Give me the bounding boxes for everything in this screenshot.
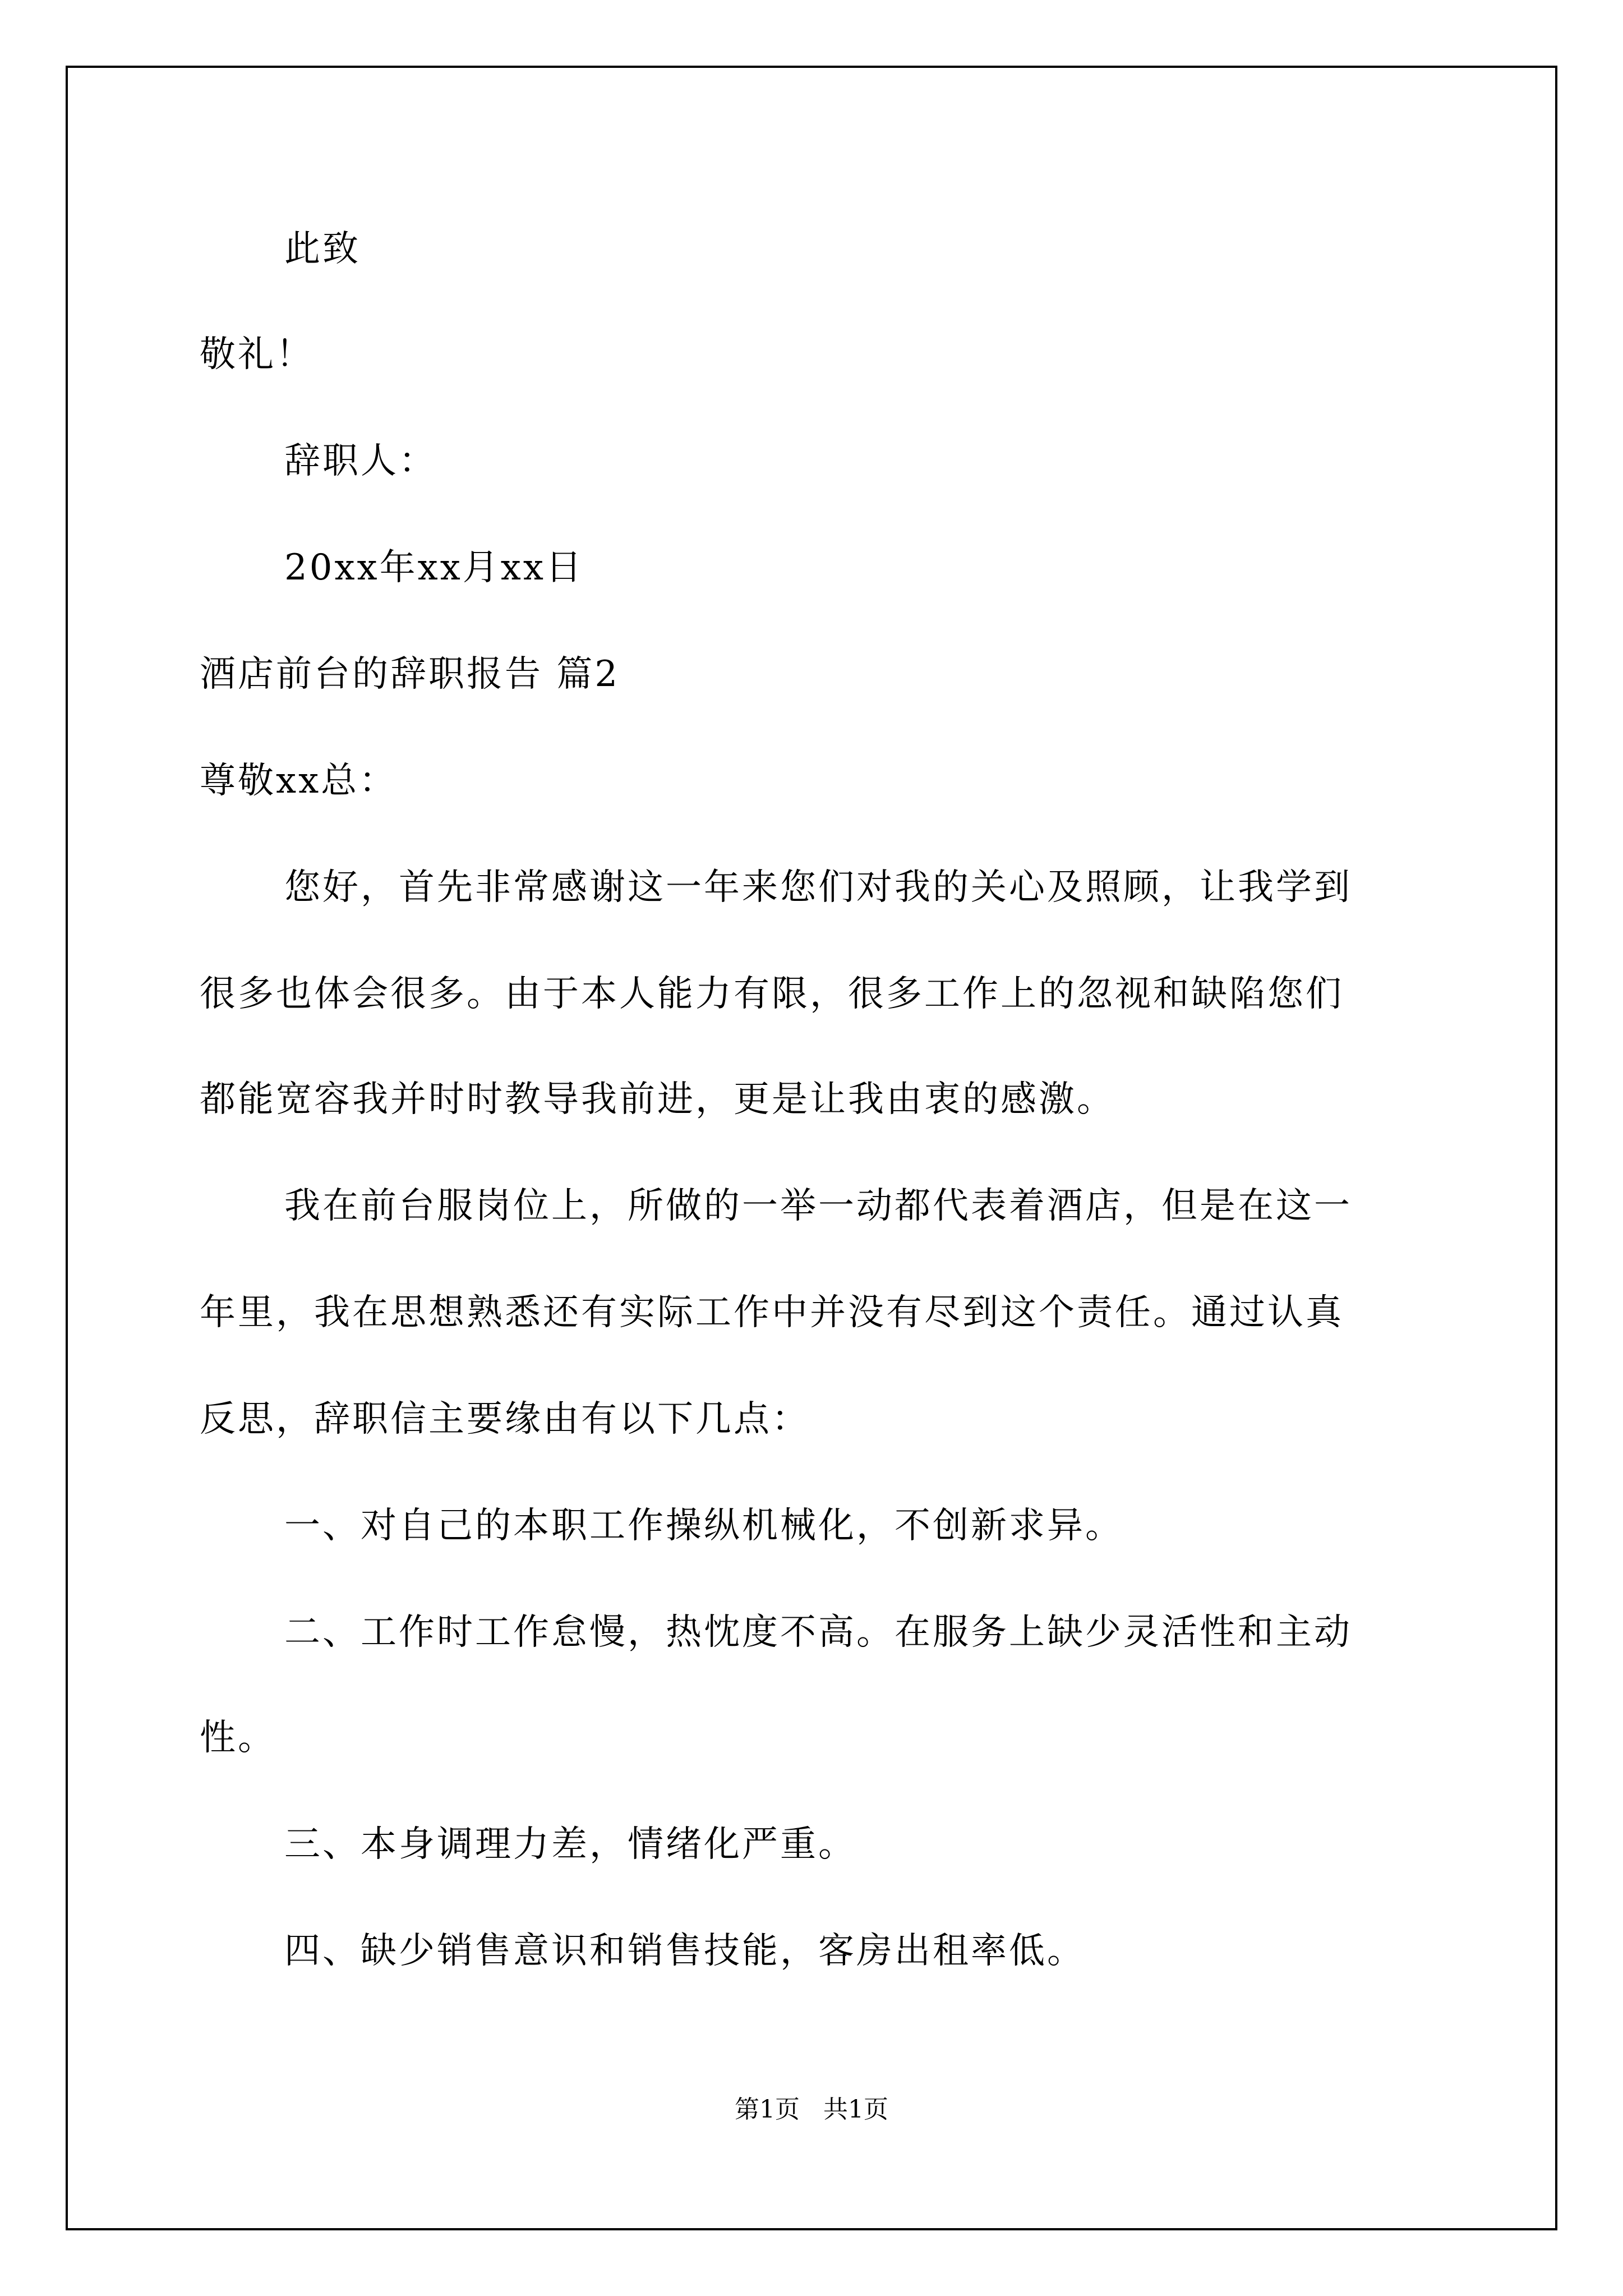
greeting: 尊敬xx总： bbox=[200, 760, 398, 802]
list-item: 二、工作时工作怠慢，热忱度不高。在服务上缺少灵活性和主动 bbox=[284, 1612, 1352, 1653]
page-footer: 第1页 共1页 bbox=[735, 2095, 888, 2124]
closing-salutation: 此致 bbox=[284, 228, 361, 270]
paragraph-line: 反思，辞职信主要缘由有以下几点： bbox=[200, 1398, 810, 1440]
section-heading: 酒店前台的辞职报告 篇2 bbox=[200, 654, 620, 695]
page-border bbox=[66, 66, 1557, 2230]
closing-respect: 敬礼！ bbox=[200, 334, 314, 375]
paragraph-line: 很多也体会很多。由于本人能力有限，很多工作上的忽视和缺陷您们 bbox=[200, 973, 1344, 1015]
list-item: 一、对自己的本职工作操纵机械化，不创新求异。 bbox=[284, 1505, 1123, 1547]
list-item: 四、缺少销售意识和销售技能，客房出租率低。 bbox=[284, 1930, 1085, 1972]
list-item-continuation: 性。 bbox=[200, 1717, 276, 1759]
paragraph-line: 年里，我在思想熟悉还有实际工作中并没有尽到这个责任。通过认真 bbox=[200, 1292, 1344, 1333]
paragraph-line: 都能宽容我并时时教导我前进，更是让我由衷的感激。 bbox=[200, 1079, 1115, 1120]
list-item: 三、本身调理力差，情绪化严重。 bbox=[284, 1824, 856, 1865]
signature-label: 辞职人： bbox=[284, 440, 437, 482]
paragraph-line: 您好，首先非常感谢这一年来您们对我的关心及照顾，让我学到 bbox=[284, 867, 1352, 908]
paragraph-line: 我在前台服岗位上，所做的一举一动都代表着酒店，但是在这一 bbox=[284, 1185, 1352, 1227]
date-line: 20xx年xx月xx日 bbox=[284, 547, 584, 588]
